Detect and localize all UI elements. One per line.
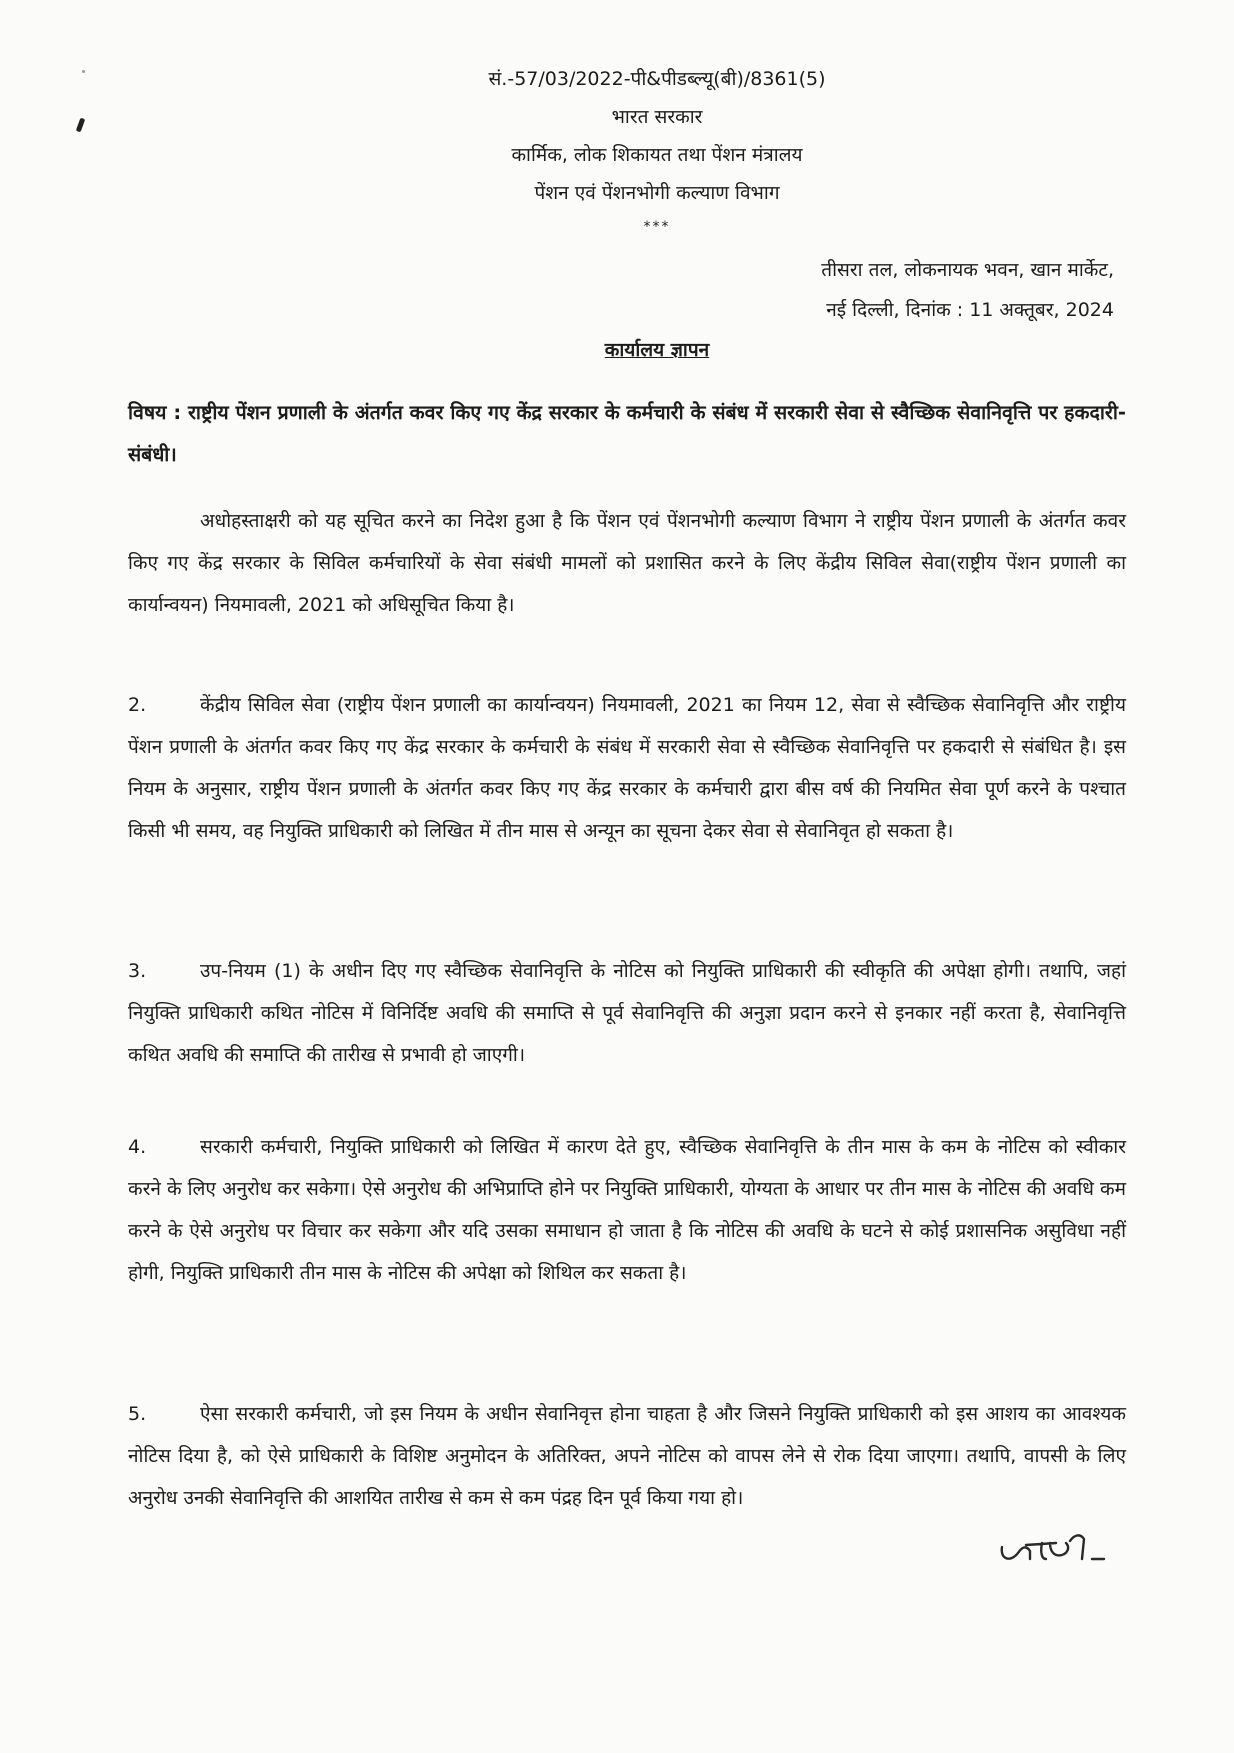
paragraph-4 bbox=[128, 1126, 1126, 1294]
handwritten-continued-mark bbox=[996, 1525, 1116, 1575]
paragraph-3 bbox=[128, 950, 1126, 1076]
office-address bbox=[694, 250, 1114, 330]
paragraph-number: 3. bbox=[128, 960, 147, 982]
ministry-name: कार्मिक, लोक शिकायत तथा पेंशन मंत्रालय bbox=[511, 144, 803, 166]
address-date-line: नई दिल्ली, दिनांक : 11 अक्तूबर, 2024 bbox=[826, 299, 1114, 321]
paragraph-number: 2. bbox=[128, 694, 147, 716]
document-type-title: कार्यालय ज्ञापन bbox=[604, 339, 710, 361]
reference-number: सं.-57/03/2022-पी&पीडब्ल्यू(बी)/8361(5) bbox=[488, 68, 826, 90]
paragraph-number: 4. bbox=[128, 1136, 147, 1158]
document-header bbox=[0, 60, 1234, 242]
paragraph-text: ऐसा सरकारी कर्मचारी, जो इस नियम के अधीन सेवानिवृत्त होना चाहता है और जिसने नियुक्ति प्राधिकारी को इस आशय का आवश्यक नोटिस दिया है, को ऐसे प्राधिकारी के विशिष्ट अनुमोदन के अतिरिक्त, अपने नोटिस को वापस लेने से रोक दिया जाएगा। तथापि, वापसी के लिए अनुरोध उनकी सेवानिवृत्ति की आशयित तारीख से कम से कम पंद्रह दिन पूर्व किया गया हो। bbox=[128, 1403, 1126, 1509]
paragraph-2 bbox=[128, 684, 1126, 852]
separator-stars: *** bbox=[643, 219, 671, 235]
paragraph-5 bbox=[128, 1393, 1126, 1519]
paragraph-1: अधोहस्ताक्षरी को यह सूचित करने का निदेश हुआ है कि पेंशन एवं पेंशनभोगी कल्याण विभाग ने राष्ट्रीय पेंशन प्रणाली के अंतर्गत कवर किए गए केंद्र सरकार के सिविल कर्मचारियों के सेवा संबंधी मामलों को प्रशासित करने के लिए केंद्रीय सिविल सेवा(राष्ट्रीय पेंशन प्रणाली का कार्यान्वयन) नियमावली, 2021 को अधिसूचित किया है। bbox=[128, 510, 1126, 616]
paragraph-number: 5. bbox=[128, 1403, 147, 1425]
address-line: तीसरा तल, लोकनायक भवन, खान मार्केट, bbox=[821, 259, 1114, 281]
paragraph-text: उप-नियम (1) के अधीन दिए गए स्वैच्छिक सेवानिवृत्ति के नोटिस को नियुक्ति प्राधिकारी की स्वीकृति की अपेक्षा होगी। तथापि, जहां नियुक्ति प्राधिकारी कथित नोटिस में विनिर्दिष्ट अवधि की समाप्ति से पूर्व सेवानिवृत्ति की अनुज्ञा प्रदान करने से इनकार नहीं करता है, सेवानिवृत्ति कथित अवधि की समाप्ति की तारीख से प्रभावी हो जाएगी। bbox=[128, 960, 1126, 1066]
subject-line: विषय : राष्ट्रीय पेंशन प्रणाली के अंतर्गत कवर किए गए केंद्र सरकार के कर्मचारी के संबंध में सरकारी सेवा से स्वैच्छिक सेवानिवृत्ति पर हकदारी-संबंधी। bbox=[128, 401, 1126, 466]
government-name: भारत सरकार bbox=[611, 106, 703, 128]
department-name: पेंशन एवं पेंशनभोगी कल्याण विभाग bbox=[534, 182, 780, 204]
paragraph-text: सरकारी कर्मचारी, नियुक्ति प्राधिकारी को लिखित में कारण देते हुए, स्वैच्छिक सेवानिवृत्ति के तीन मास के कम के नोटिस को स्वीकार करने के लिए अनुरोध कर सकेगा। ऐसे अनुरोध की अभिप्राप्ति होने पर नियुक्ति प्राधिकारी, योग्यता के आधार पर तीन मास के नोटिस की अवधि कम करने के ऐसे अनुरोध पर विचार कर सकेगा और यदि उसका समाधान हो जाता है कि नोटिस की अवधि के घटने से कोई प्रशासनिक असुविधा नहीं होगी, नियुक्ति प्राधिकारी तीन मास के नोटिस की अपेक्षा को शिथिल कर सकता है। bbox=[128, 1136, 1126, 1284]
paragraph-text: केंद्रीय सिविल सेवा (राष्ट्रीय पेंशन प्रणाली का कार्यान्वयन) नियमावली, 2021 का नियम 12, सेवा से स्वैच्छिक सेवानिवृत्ति और राष्ट्रीय पेंशन प्रणाली के अंतर्गत कवर किए गए केंद्र सरकार के कर्मचारी के संबंध में सरकारी सेवा से स्वैच्छिक सेवानिवृत्ति पर हकदारी से संबंधित है। इस नियम के अनुसार, राष्ट्रीय पेंशन प्रणाली के अंतर्गत कवर किए गए केंद्र सरकार के कर्मचारी द्वारा बीस वर्ष की नियमित सेवा पूर्ण करने के पश्चात किसी भी समय, वह नियुक्ति प्राधिकारी को लिखित में तीन मास से अन्यून का सूचना देकर सेवा से सेवानिवृत हो सकता है। bbox=[128, 694, 1126, 842]
